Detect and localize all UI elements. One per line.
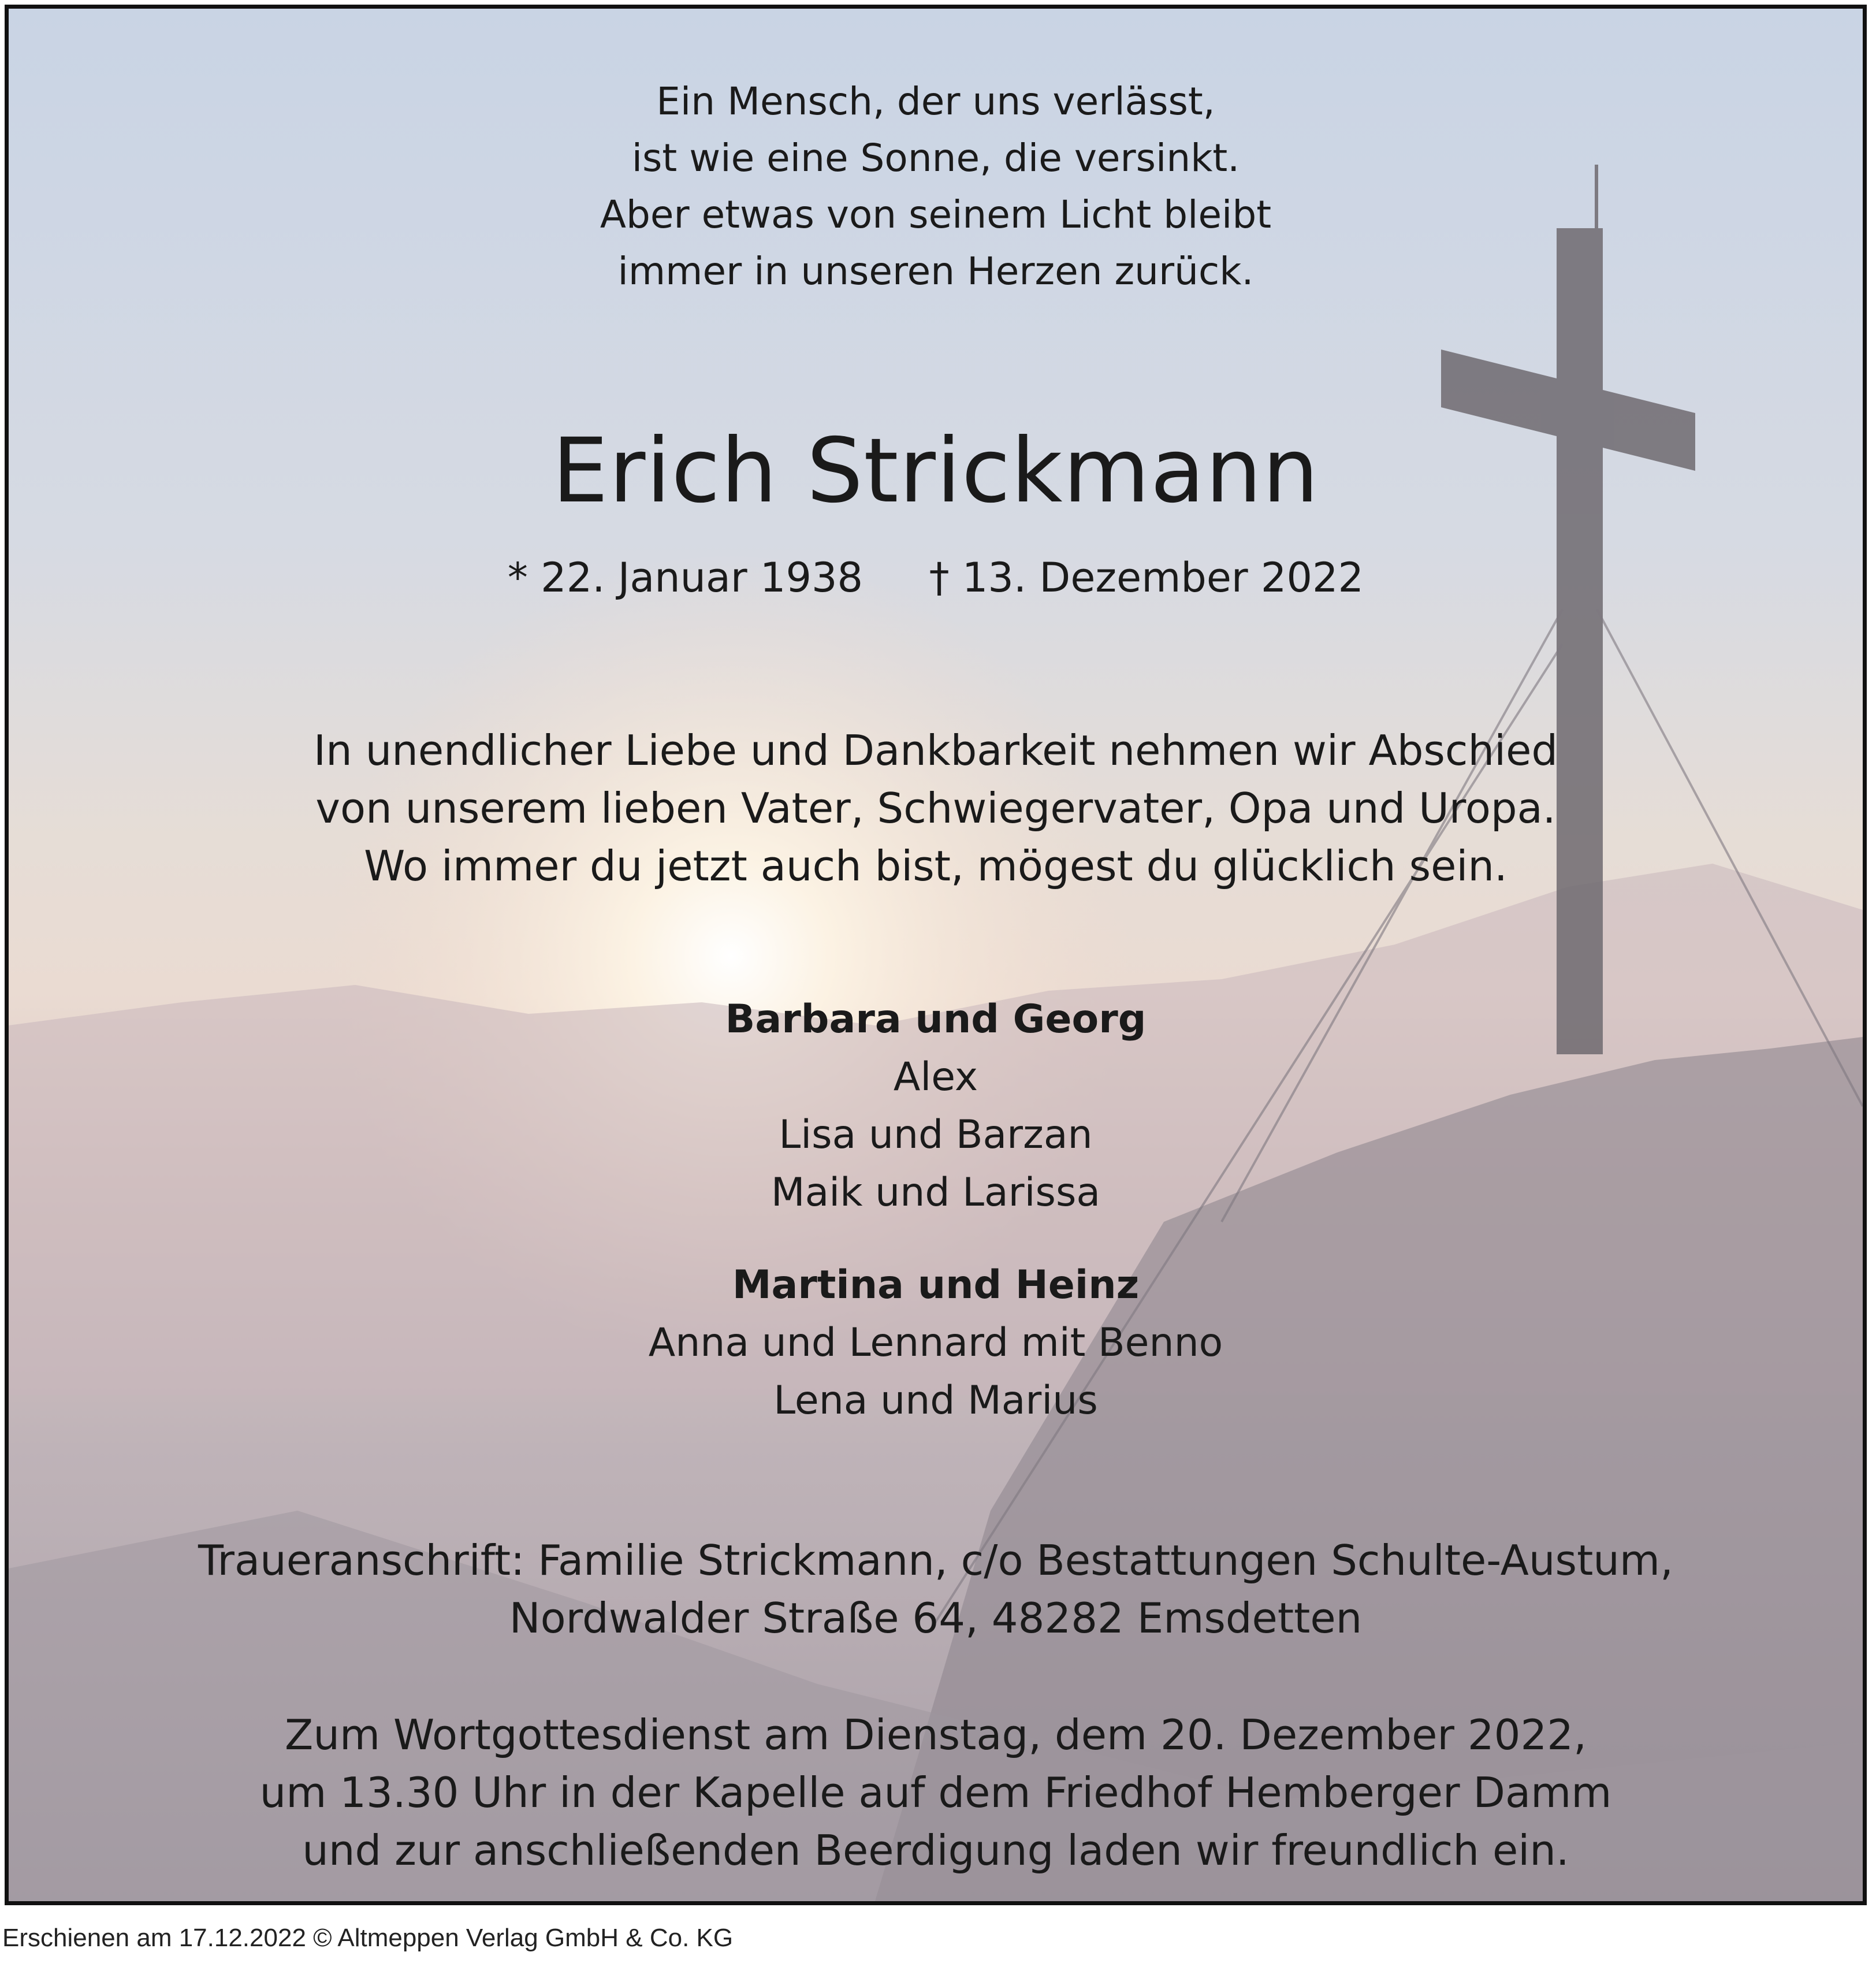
death-date: † 13. Dezember 2022 xyxy=(929,554,1364,601)
family-member: Lisa und Barzan xyxy=(779,1112,1093,1158)
family-member: Anna und Lennard mit Benno xyxy=(648,1320,1223,1366)
obituary-frame xyxy=(5,5,1867,1905)
family-head: Martina und Heinz xyxy=(732,1262,1140,1308)
farewell-line: Wo immer du jetzt auch bist, mögest du glücklich sein. xyxy=(364,842,1508,890)
birth-date: * 22. Januar 1938 xyxy=(507,554,863,601)
service-line: um 13.30 Uhr in der Kapelle auf dem Friedhof Hemberger Damm xyxy=(259,1768,1612,1817)
poem-line: Aber etwas von seinem Licht bleibt xyxy=(600,192,1272,237)
publication-footer: Erschienen am 17.12.2022 © Altmeppen Verlag GmbH & Co. KG xyxy=(2,1924,734,1952)
address-line: Traueranschrift: Familie Strickmann, c/o Bestattungen Schulte-Austum, xyxy=(198,1536,1673,1585)
family-head: Barbara und Georg xyxy=(725,997,1147,1042)
service-line: und zur anschließenden Beerdigung laden wir freundlich ein. xyxy=(302,1826,1569,1875)
poem-line: ist wie eine Sonne, die versinkt. xyxy=(631,136,1240,180)
deceased-name: Erich Strickmann xyxy=(552,419,1320,523)
family-member: Alex xyxy=(893,1054,978,1100)
poem-line: immer in unseren Herzen zurück. xyxy=(617,249,1254,293)
obituary-content xyxy=(9,9,1863,1901)
farewell-line: In unendlicher Liebe und Dankbarkeit nehmen wir Abschied xyxy=(313,726,1558,775)
address-line: Nordwalder Straße 64, 48282 Emsdetten xyxy=(509,1594,1363,1642)
life-dates xyxy=(9,552,1863,604)
family-member: Maik und Larissa xyxy=(770,1170,1101,1215)
family-member: Lena und Marius xyxy=(773,1378,1098,1423)
poem-line: Ein Mensch, der uns verlässt, xyxy=(656,79,1215,124)
farewell-line: von unserem lieben Vater, Schwiegervater, Opa und Uropa. xyxy=(315,784,1556,832)
service-line: Zum Wortgottesdienst am Dienstag, dem 20. Dezember 2022, xyxy=(285,1711,1587,1759)
